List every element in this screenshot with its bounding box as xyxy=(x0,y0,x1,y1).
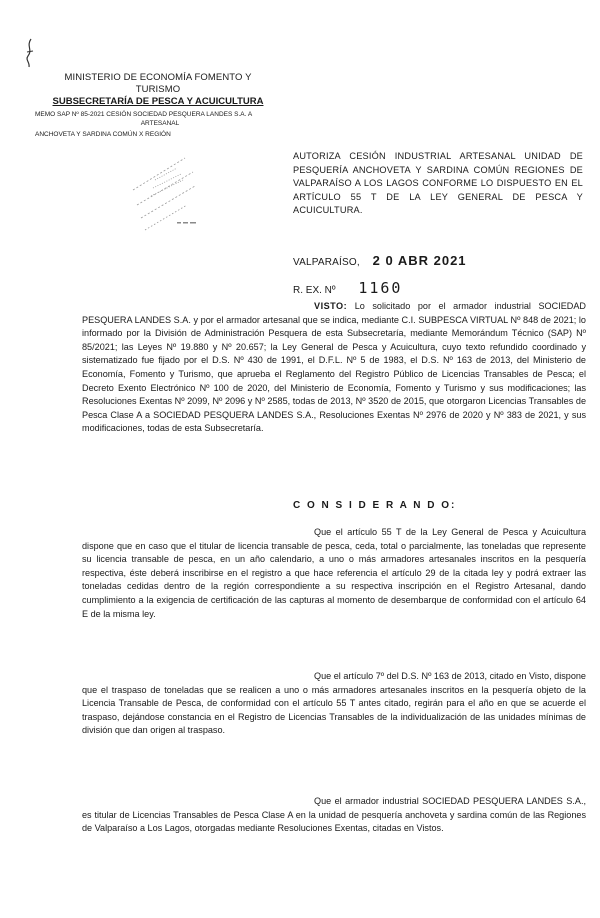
resolution-number-line xyxy=(293,279,402,297)
considerando-paragraph-2: Que el artículo 7º del D.S. Nº 163 de 2013, citado en Visto, dispone que el traspaso de toneladas que se realicen a uno o más armadores artesanales inscritos en la pesquería objeto de la Licencia Transable de Pesca, de conformidad con el artículo 55 T antes citado, regirán para el año en que se acuerde el traspaso, dejándose constancia en el Registro de Licencias Transables de la individualización de las unidades mínimas de división que dan origen al traspaso. xyxy=(82,671,586,736)
considerando-paragraph-1: Que el artículo 55 T de la Ley General de Pesca y Acuicultura dispone que en caso que el titular de licencia transable de pesca, ceda, total o parcialmente, las toneladas que represente su licencia transable de pesca, en un año calendario, a uno o más armadores artesanales inscritos en la pesquería respectiva, éste deberá inscribirse en el registro a que hace referencia el artículo 29 de la citada ley y podrá extraer las toneladas cedidas dentro de la región correspondiente a su respectiva inscripción en el Registro Artesanal, dando cumplimiento a la exigencia de certificación de las capturas al momento de desembarque de conformidad con el artículo 64 E de la misma ley. xyxy=(82,527,586,619)
ministry-name: MINISTERIO DE ECONOMÍA FOMENTO Y TURISMO xyxy=(64,72,252,95)
visto-label: VISTO: xyxy=(314,301,348,311)
resolution-label: R. EX. Nº xyxy=(293,285,336,296)
visto-section xyxy=(82,300,586,436)
subsecretaria-name: SUBSECRETARÍA DE PESCA Y ACUICULTURA xyxy=(52,96,264,107)
resolution-subject: AUTORIZA CESIÓN INDUSTRIAL ARTESANAL UNIDAD DE PESQUERÍA ANCHOVETA Y SARDINA COMÚN REGIONES DE VALPARAÍSO A LOS LAGOS CONFORME LO DISPUESTO EN EL ARTÍCULO 55 T DE LA LEY GENERAL DE PESCA Y ACUICULTURA. xyxy=(293,151,583,216)
official-stamp-icon xyxy=(125,150,205,240)
place-and-date xyxy=(293,253,467,268)
letterhead xyxy=(35,72,295,139)
memo-reference-line3: ANCHOVETA Y SARDINA COMÚN X REGIÓN xyxy=(35,131,171,138)
memo-reference: MEMO SAP Nº 85-2021 CESIÓN SOCIEDAD PESQUERA LANDES S.A. A xyxy=(35,111,253,118)
resolution-number: 1160 xyxy=(358,279,403,297)
visto-text: Lo solicitado por el armador industrial SOCIEDAD PESQUERA LANDES S.A. y por el armador artesanal que se indica, mediante C.I. SUBPESCA VIRTUAL Nº 848 de 2021; lo informado por la División de Administración Pesquera de esta Subsecretaría, mediante Memorándum Técnico (SAP) Nº 85/2021; las Leyes Nº 19.880 y Nº 20.657; la Ley General de Pesca y Acuicultura, cuyo texto refundido coordinado y sistematizado fue fijado por el D.S. Nº 430 de 1991, el D.F.L. Nº 5 de 1983, el D.S. Nº 163 de 2013, del Ministerio de Economía, Fomento y Turismo, que aprueba el Reglamento del Registro Público de Licencias Transables de Pesca; el Decreto Exento Electrónico Nº 100 de 2020, del Ministerio de Economía, Fomento y Turismo y sus modificaciones; las Resoluciones Exentas Nº 2099, Nº 2096 y Nº 2585, todas de 2013, Nº 3520 de 2015, que otorgaron Licencias Transables de Pesca Clase A a SOCIEDAD PESQUERA LANDES S.A., Resoluciones Exentas Nº 2976 de 2020 y Nº 383 de 2021, y sus modificaciones, todas de esta Subsecretaría. xyxy=(82,301,586,434)
place-label: VALPARAÍSO, xyxy=(293,257,360,268)
considerando-paragraph-3: Que el armador industrial SOCIEDAD PESQUERA LANDES S.A., es titular de Licencias Transables de Pesca Clase A en la unidad de pesquería anchoveta y sardina común de las Regiones de Valparaíso a Los Lagos, otorgadas mediante Resoluciones Exentas, citadas en Vistos. xyxy=(82,796,586,834)
considerando-title: C O N S I D E R A N D O: xyxy=(293,500,457,511)
date-stamp: 2 0 ABR 2021 xyxy=(372,253,467,268)
signature-mark-icon xyxy=(22,38,36,68)
memo-reference-line2: ARTESANAL xyxy=(140,120,180,127)
